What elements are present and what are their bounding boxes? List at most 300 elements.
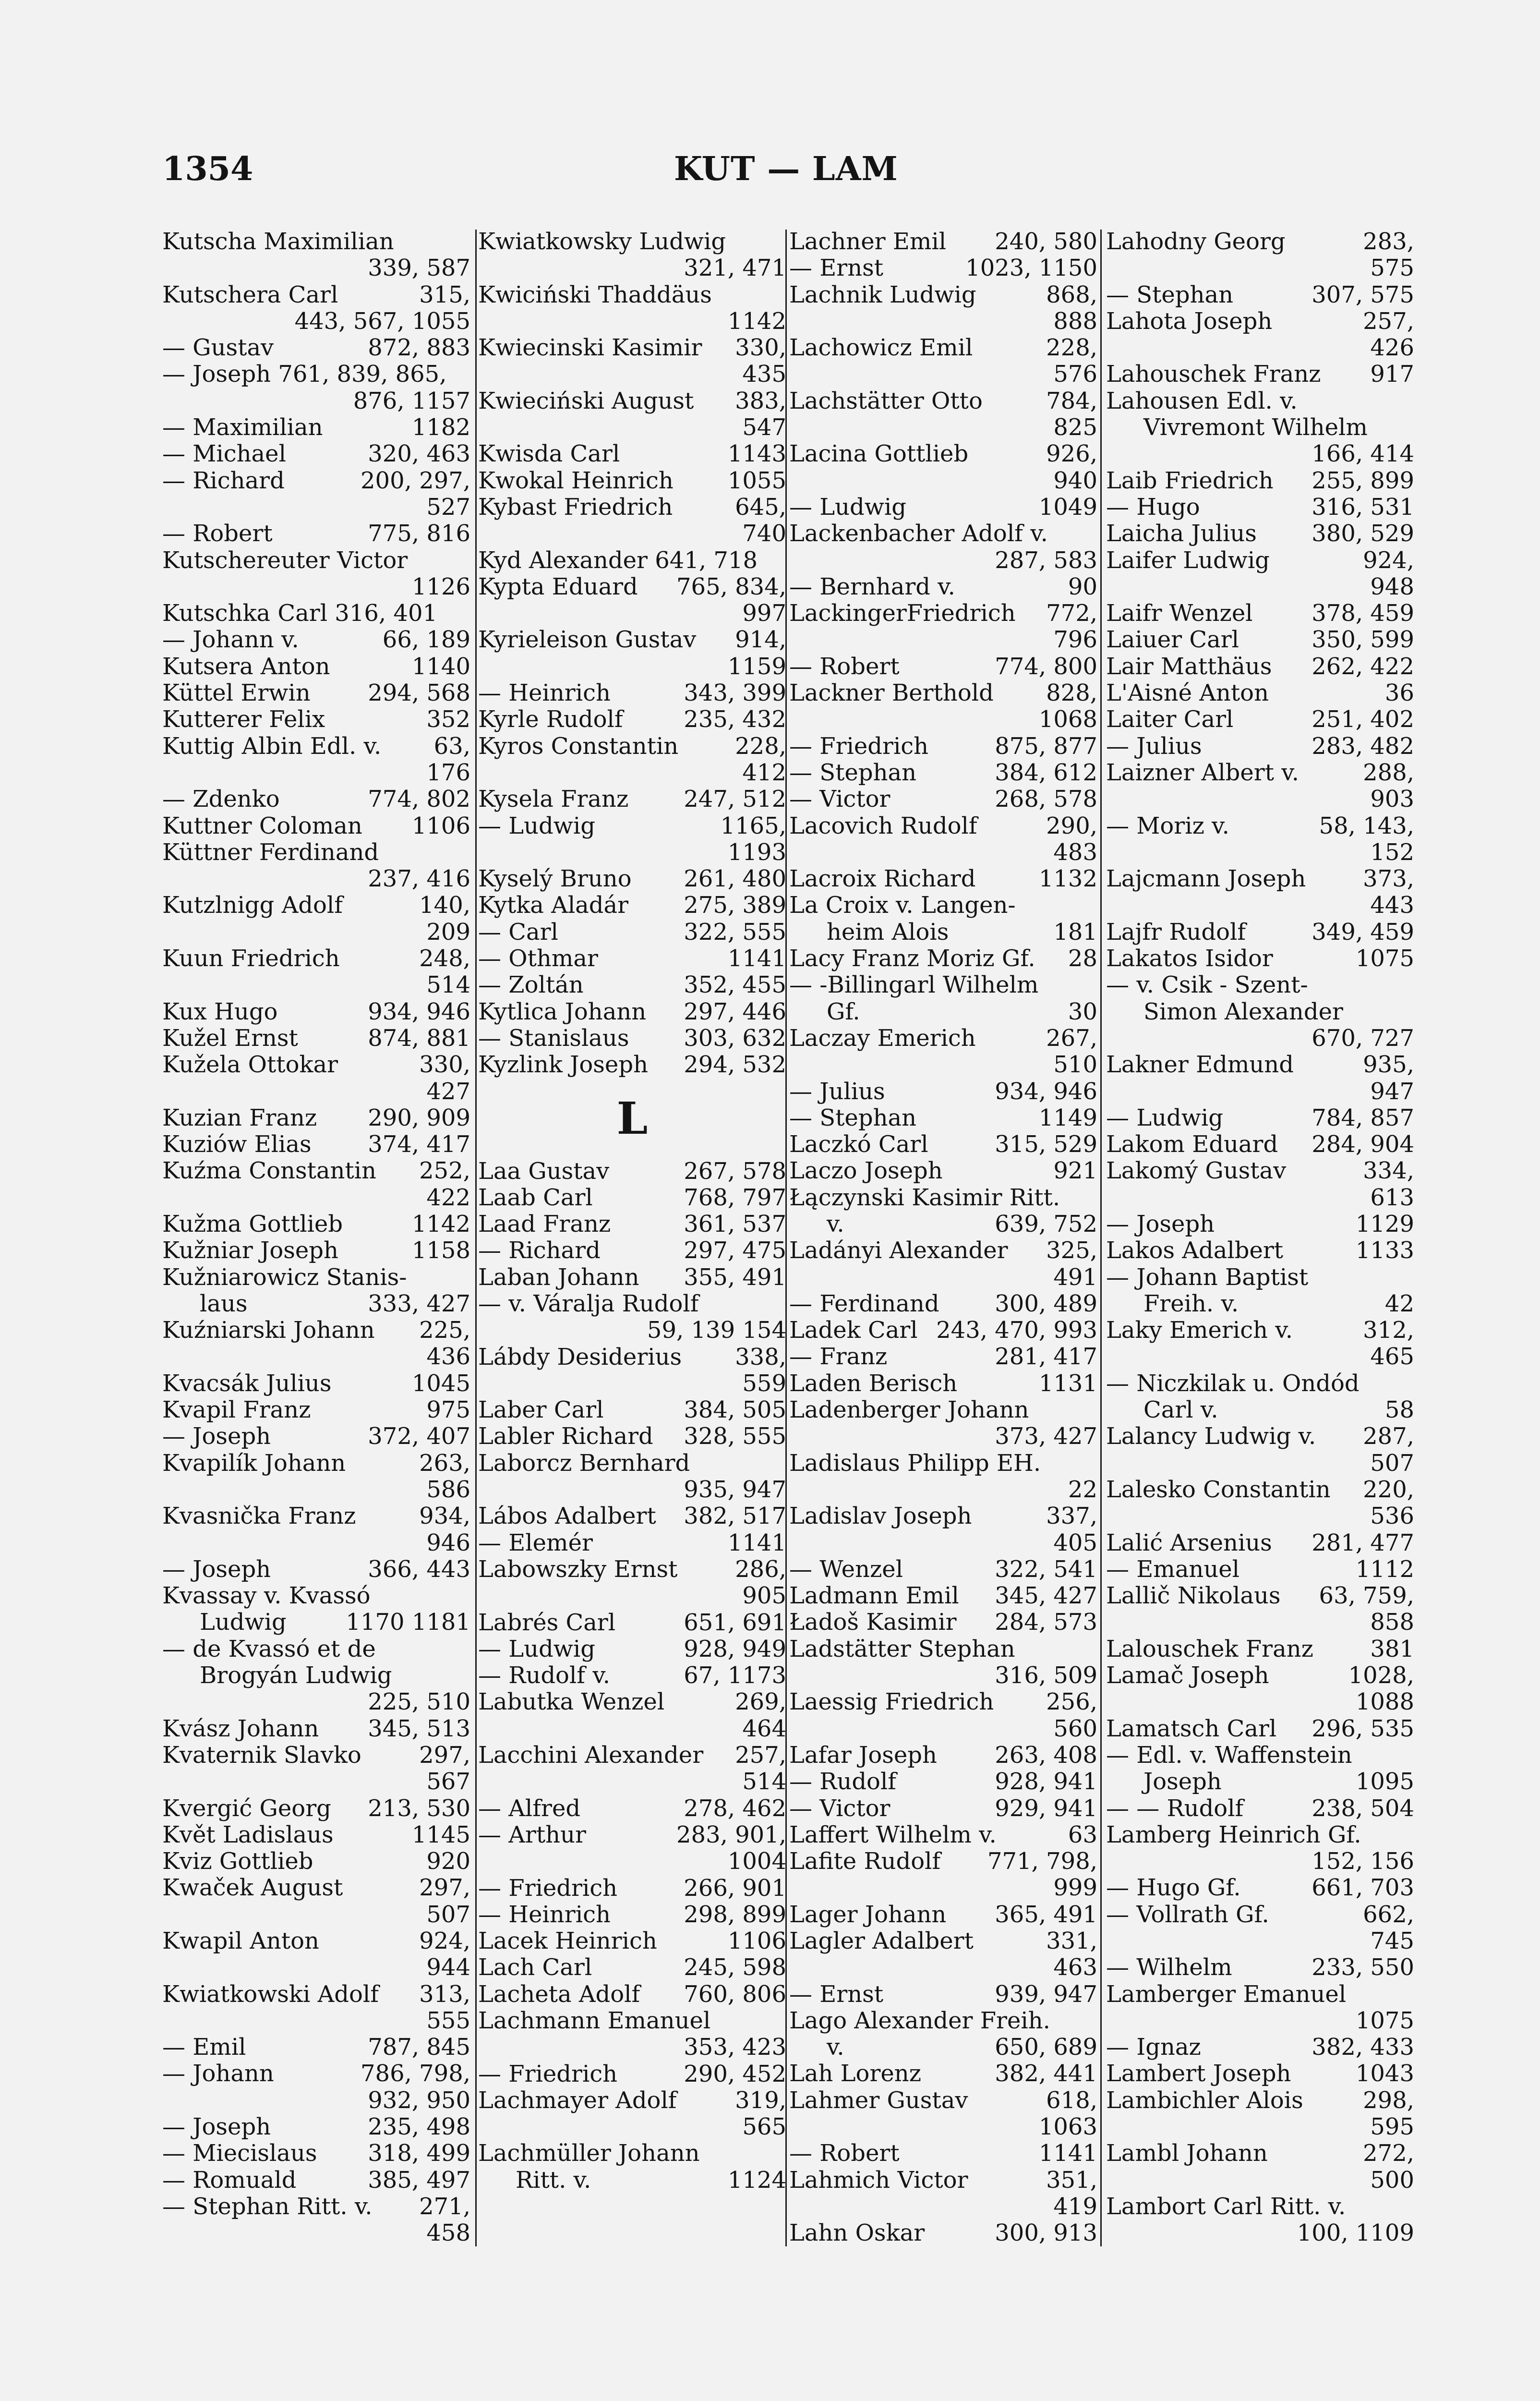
entry-page-refs: 944 [426, 1954, 470, 1981]
entry-page-refs: 412 [742, 759, 786, 786]
entry-page-refs: 772, [1046, 600, 1097, 627]
entry-page-refs: 248, [419, 945, 470, 972]
index-entry [162, 839, 470, 866]
index-entry [789, 2061, 1097, 2087]
index-entry [789, 813, 1097, 839]
index-entry [1106, 2140, 1414, 2167]
entry-page-refs: 464 [742, 1715, 786, 1742]
index-entry [162, 1105, 470, 1131]
index-entry [1106, 1211, 1414, 1237]
index-entry [1106, 1795, 1414, 1822]
entry-name: Lahodny Georg [1106, 228, 1286, 255]
entry-page-refs: 787, 845 [368, 2034, 470, 2061]
entry-name: — Romuald [162, 2166, 297, 2194]
entry-page-refs: 1193 [727, 838, 786, 866]
index-entry-continuation [1106, 1928, 1414, 1954]
index-entry [789, 255, 1097, 281]
entry-name: — Gustav [162, 334, 274, 362]
index-entry [1106, 706, 1414, 733]
index-entry-continuation [162, 1079, 470, 1105]
index-entry [789, 999, 1097, 1025]
entry-name: Lajfr Rudolf [1106, 918, 1246, 946]
index-entry-continuation [478, 255, 786, 281]
entry-name: Lachner Emil [789, 228, 947, 255]
entry-name: Kyd Alexander 641, 718 [478, 546, 758, 574]
entry-page-refs: 774, 802 [368, 786, 470, 813]
page-number: 1354 [162, 150, 253, 188]
index-entry [1106, 2194, 1414, 2220]
index-entry [162, 1503, 470, 1529]
index-entry [789, 1636, 1097, 1662]
entry-page-refs: 321, 471 [684, 255, 786, 282]
entry-page-refs: 257, [1363, 307, 1414, 335]
index-entry [162, 521, 470, 547]
entry-page-refs: 1063 [1038, 2113, 1097, 2141]
index-entry-continuation [789, 2194, 1097, 2220]
index-entry [162, 547, 470, 574]
entry-page-refs: 436 [426, 1343, 470, 1370]
entry-page-refs: 1075 [1355, 945, 1414, 972]
index-entry [162, 1822, 470, 1848]
entry-page-refs: 330, [735, 334, 786, 362]
entry-name: Lagler Adalbert [789, 1928, 974, 1954]
entry-page-refs: 1142 [411, 1210, 470, 1237]
entry-name: — Moriz v. [1106, 812, 1229, 839]
entry-page-refs: 1170 1181 [346, 1609, 470, 1636]
entry-page-refs: 567 [426, 1768, 470, 1795]
entry-page-refs: 514 [742, 1768, 786, 1795]
index-entry [1106, 1662, 1414, 1689]
index-entry [162, 1317, 470, 1344]
index-entry [162, 1291, 470, 1317]
entry-page-refs: 176 [426, 759, 470, 786]
entry-page-refs: 100, 1109 [1297, 2219, 1414, 2247]
entry-page-refs: 555 [426, 2007, 470, 2034]
index-entry [162, 1237, 470, 1264]
entry-page-refs: 352 [426, 706, 470, 733]
entry-page-refs: 924, [419, 1928, 470, 1954]
index-entry [1106, 1477, 1414, 1503]
entry-name: Laad Franz [478, 1211, 611, 1238]
index-entry [478, 1052, 786, 1078]
entry-page-refs: 297, 475 [684, 1237, 786, 1264]
index-entry [478, 866, 786, 892]
entry-name: Lalouschek Franz [1106, 1635, 1313, 1662]
index-entry [1106, 388, 1414, 414]
entry-name: Květ Ladislaus [162, 1821, 334, 1848]
entry-page-refs: 383, [735, 387, 786, 414]
index-entry-continuation [162, 1689, 470, 1715]
entry-name: — Niczkilak u. Ondód [1106, 1370, 1360, 1397]
index-entry-continuation [162, 1344, 470, 1370]
entry-page-refs: 1045 [411, 1370, 470, 1397]
entry-name: Laab Carl [478, 1184, 593, 1211]
entry-page-refs: 290, 909 [368, 1104, 470, 1131]
entry-page-refs: 1023, 1150 [965, 255, 1097, 282]
index-entry-continuation [478, 1370, 786, 1397]
entry-page-refs: 312, [1363, 1317, 1414, 1344]
entry-page-refs: 924, [1363, 546, 1414, 574]
index-entry-continuation [1106, 1185, 1414, 1211]
index-entry-continuation [789, 1530, 1097, 1556]
index-entry-continuation [478, 2034, 786, 2061]
index-entry [478, 547, 786, 574]
entry-page-refs: 1106 [727, 1928, 786, 1955]
entry-name: — Vollrath Gf. [1106, 1901, 1269, 1928]
index-entry [478, 1795, 786, 1822]
entry-name: Kužma Gottlieb [162, 1210, 343, 1237]
entry-name: — Ignaz [1106, 2034, 1201, 2061]
entry-page-refs: 1142 [727, 307, 786, 335]
entry-name: Kuttig Albin Edl. v. [162, 732, 382, 760]
entry-name: — Ludwig [478, 1635, 595, 1662]
entry-name: Ladek Carl [789, 1317, 918, 1344]
index-entry [789, 1397, 1097, 1423]
entry-page-refs: 59, 139 154 [647, 1317, 786, 1344]
entry-name: Laczkó Carl [789, 1131, 928, 1158]
entry-page-refs: 935, [1363, 1051, 1414, 1079]
index-entry-continuation [789, 414, 1097, 441]
entry-page-refs: 381 [1370, 1635, 1414, 1662]
entry-name: Kutterer Felix [162, 706, 325, 733]
entry-page-refs: 316, 509 [995, 1662, 1097, 1689]
entry-name: Kuziów Elias [162, 1131, 312, 1158]
index-entry [162, 600, 470, 627]
entry-name: Kwiciński Thaddäus [478, 281, 712, 308]
entry-name: — Robert [789, 653, 900, 680]
index-entry [478, 335, 786, 361]
entry-page-refs: 283, 901, [676, 1821, 786, 1848]
index-entry-continuation [1106, 1025, 1414, 1052]
index-entry [478, 1610, 786, 1636]
entry-name: — Stephan Ritt. v. [162, 2193, 373, 2220]
index-entry [1106, 1716, 1414, 1742]
entry-page-refs: 320, 463 [368, 440, 470, 468]
entry-name: Laizner Albert v. [1106, 759, 1299, 786]
index-column-4 [1106, 229, 1414, 2247]
entry-page-refs: 240, 580 [995, 228, 1097, 255]
entry-name: Kvapilík Johann [162, 1449, 346, 1477]
entry-page-refs: 463 [1053, 1954, 1097, 1981]
entry-page-refs: 337, [1046, 1503, 1097, 1530]
entry-name: Lambert Joseph [1106, 2060, 1291, 2087]
index-entry [478, 229, 786, 255]
index-entry [789, 282, 1097, 308]
entry-page-refs: 422 [426, 1184, 470, 1211]
index-entry-continuation [789, 361, 1097, 388]
index-entry [1106, 1954, 1414, 1981]
entry-name: Lahouschek Franz [1106, 361, 1321, 388]
entry-page-refs: 63 [1068, 1821, 1097, 1848]
entry-name: — Ludwig [1106, 1104, 1223, 1131]
index-entry-continuation [162, 2008, 470, 2034]
index-entry-continuation [1106, 255, 1414, 281]
entry-name: Kutzlnigg Adolf [162, 892, 343, 919]
entry-page-refs: 768, 797 [684, 1184, 786, 1211]
index-entry-continuation [1106, 786, 1414, 812]
index-entry [1106, 999, 1414, 1025]
entry-page-refs: 426 [1370, 334, 1414, 362]
index-entry [478, 1291, 786, 1317]
index-entry [1106, 1556, 1414, 1583]
index-entry-continuation [789, 468, 1097, 494]
entry-page-refs: 662, [1363, 1901, 1414, 1928]
entry-name: Gf. [827, 998, 860, 1025]
entry-page-refs: 1088 [1355, 1688, 1414, 1716]
entry-name: Ludwig [200, 1609, 287, 1636]
entry-name: Lahmich Victor [789, 2166, 968, 2194]
index-entry [1106, 866, 1414, 892]
entry-page-refs: 771, 798, [987, 1848, 1097, 1875]
index-entry [162, 1636, 470, 1662]
entry-page-refs: 465 [1370, 1343, 1414, 1370]
entry-name: Lacy Franz Moriz Gf. [789, 945, 1035, 972]
entry-page-refs: 331, [1046, 1928, 1097, 1954]
entry-page-refs: 373, [1363, 865, 1414, 893]
entry-page-refs: 339, 587 [368, 255, 470, 282]
entry-page-refs: 315, 529 [995, 1131, 1097, 1158]
index-entry [1106, 627, 1414, 653]
entry-page-refs: 536 [1370, 1503, 1414, 1530]
entry-page-refs: 1133 [1355, 1237, 1414, 1264]
index-entry [789, 654, 1097, 680]
index-entry [478, 1397, 786, 1423]
index-entry [789, 1450, 1097, 1477]
index-entry [162, 1052, 470, 1078]
entry-page-refs: 670, 727 [1311, 1024, 1414, 1052]
index-entry [789, 1211, 1097, 1237]
entry-page-refs: 1043 [1355, 2060, 1414, 2087]
index-entry-continuation [162, 1185, 470, 1211]
index-entry [1106, 468, 1414, 494]
index-entry-continuation [162, 1902, 470, 1928]
entry-page-refs: 872, 883 [368, 334, 470, 362]
index-entry [478, 574, 786, 600]
index-entry-continuation [162, 1530, 470, 1556]
index-entry [162, 946, 470, 972]
entry-name: — Elemér [478, 1529, 593, 1556]
index-entry [789, 1317, 1097, 1344]
entry-page-refs: 1182 [411, 414, 470, 441]
entry-page-refs: 1149 [1038, 1104, 1097, 1131]
index-entry [789, 1503, 1097, 1529]
entry-name: Lamberg Heinrich Gf. [1106, 1821, 1361, 1848]
entry-page-refs: 225, 510 [368, 1688, 470, 1716]
entry-page-refs: 745 [1370, 1928, 1414, 1954]
entry-page-refs: 351, [1046, 2166, 1097, 2194]
entry-page-refs: 1141 [727, 1529, 786, 1556]
entry-page-refs: 1095 [1355, 1768, 1414, 1795]
entry-page-refs: 947 [1370, 1078, 1414, 1105]
index-entry-continuation [789, 1052, 1097, 1078]
entry-page-refs: 1131 [1038, 1370, 1097, 1397]
index-entry [789, 760, 1097, 786]
index-entry [789, 2220, 1097, 2246]
index-entry [478, 999, 786, 1025]
entry-page-refs: 380, 529 [1311, 520, 1414, 547]
entry-name: Lahmer Gustav [789, 2086, 968, 2114]
index-entry [478, 1025, 786, 1052]
entry-page-refs: 290, 452 [684, 2060, 786, 2087]
entry-name: Kvacsák Julius [162, 1370, 332, 1397]
entry-name: — Carl [478, 918, 558, 946]
index-entry [789, 892, 1097, 919]
entry-name: Lallič Nikolaus [1106, 1582, 1281, 1610]
entry-name: Laborcz Bernhard [478, 1449, 690, 1477]
entry-name: Kwieciński August [478, 387, 694, 414]
entry-page-refs: 796 [1053, 626, 1097, 654]
entry-page-refs: 940 [1053, 467, 1097, 494]
index-entry [162, 706, 470, 733]
index-entry [478, 1450, 786, 1477]
entry-page-refs: 586 [426, 1476, 470, 1503]
entry-page-refs: 920 [426, 1848, 470, 1875]
entry-name: Laffert Wilhelm v. [789, 1821, 997, 1848]
index-entry [789, 229, 1097, 255]
index-entry-continuation [789, 308, 1097, 335]
entry-page-refs: 1141 [727, 945, 786, 972]
index-entry [789, 866, 1097, 892]
index-entry-continuation [162, 308, 470, 335]
entry-name: — Stanislaus [478, 1024, 629, 1052]
index-entry [162, 1211, 470, 1237]
entry-name: Kvapil Franz [162, 1396, 311, 1424]
column-rule [475, 230, 477, 2246]
entry-page-refs: 921 [1053, 1157, 1097, 1185]
index-entry [1106, 547, 1414, 574]
entry-page-refs: 365, 491 [995, 1901, 1097, 1928]
entry-name: Lacroix Richard [789, 865, 976, 893]
index-entry [478, 680, 786, 706]
index-entry [478, 441, 786, 467]
index-entry [478, 1875, 786, 1902]
index-entry [789, 1158, 1097, 1184]
entry-page-refs: 384, 505 [684, 1396, 786, 1424]
entry-page-refs: 67, 1173 [684, 1662, 786, 1689]
index-entry [478, 1981, 786, 2008]
index-entry [789, 786, 1097, 812]
entry-page-refs: 740 [742, 520, 786, 547]
entry-page-refs: 243, 470, 993 [936, 1317, 1097, 1344]
entry-name: Kvassay v. Kvassó [162, 1582, 371, 1610]
index-entry [789, 441, 1097, 467]
entry-name: Lambichler Alois [1106, 2086, 1303, 2114]
index-entry [1106, 1822, 1414, 1848]
entry-name: Lacina Gottlieb [789, 440, 969, 468]
index-entry-continuation [1106, 1609, 1414, 1636]
entry-page-refs: 200, 297, [360, 467, 470, 494]
index-entry-continuation [789, 1477, 1097, 1503]
index-entry [162, 733, 470, 760]
entry-name: — Ernst [789, 1980, 884, 2008]
entry-page-refs: 262, 422 [1311, 653, 1414, 680]
entry-page-refs: 1068 [1038, 706, 1097, 733]
index-column-2 [478, 229, 786, 2194]
entry-page-refs: 917 [1370, 361, 1414, 388]
entry-page-refs: 1049 [1038, 493, 1097, 521]
index-entry-continuation [789, 627, 1097, 653]
index-entry [478, 1185, 786, 1211]
index-entry-continuation [1106, 892, 1414, 919]
entry-name: Labowszky Ernst [478, 1555, 678, 1583]
entry-page-refs: 999 [1053, 1874, 1097, 1902]
entry-name: LackingerFriedrich [789, 600, 1016, 627]
entry-name: — Wilhelm [1106, 1954, 1232, 1981]
index-entry [1106, 1423, 1414, 1450]
index-entry-continuation [162, 494, 470, 521]
entry-name: — Joseph [1106, 1210, 1215, 1237]
entry-name: Brogyán Ludwig [200, 1662, 392, 1689]
entry-name: — Heinrich [478, 1901, 611, 1928]
entry-page-refs: 928, 941 [995, 1768, 1097, 1795]
index-entry-continuation [1106, 1503, 1414, 1529]
entry-name: — Maximilian [162, 414, 323, 441]
entry-page-refs: 66, 189 [382, 626, 470, 654]
entry-page-refs: 784, 857 [1311, 1104, 1414, 1131]
entry-page-refs: 1140 [411, 653, 470, 680]
index-entry [789, 1025, 1097, 1052]
index-entry [789, 2167, 1097, 2194]
index-entry [1106, 1530, 1414, 1556]
entry-name: Lackenbacher Adolf v. [789, 520, 1048, 547]
entry-name: Lábos Adalbert [478, 1503, 656, 1530]
entry-page-refs: 255, 899 [1311, 467, 1414, 494]
entry-name: — Emil [162, 2034, 246, 2061]
entry-page-refs: 267, 578 [684, 1157, 786, 1185]
index-entry-continuation [478, 839, 786, 866]
index-entry [789, 1609, 1097, 1636]
entry-page-refs: 1143 [727, 440, 786, 468]
index-entry [1106, 760, 1414, 786]
index-entry [162, 229, 470, 255]
index-entry [1106, 813, 1414, 839]
index-entry [789, 1583, 1097, 1609]
entry-page-refs: 939, 947 [995, 1980, 1097, 2008]
index-entry [789, 521, 1097, 547]
index-entry-continuation [789, 1716, 1097, 1742]
index-entry [1106, 600, 1414, 627]
index-entry [478, 1928, 786, 1954]
index-entry [162, 2194, 470, 2220]
index-entry [478, 1689, 786, 1715]
entry-name: Lair Matthäus [1106, 653, 1272, 680]
entry-name: — v. Csik - Szent- [1106, 971, 1308, 999]
index-entry [789, 1079, 1097, 1105]
index-entry-continuation [1106, 2008, 1414, 2034]
entry-page-refs: 58, 143, [1319, 812, 1414, 839]
entry-name: Kytlica Johann [478, 998, 647, 1025]
index-entry [789, 1769, 1097, 1795]
index-entry-continuation [162, 1769, 470, 1795]
entry-page-refs: 559 [742, 1370, 786, 1397]
entry-name: Kviz Gottlieb [162, 1848, 313, 1875]
entry-page-refs: 928, 949 [684, 1635, 786, 1662]
index-entry [1106, 1583, 1414, 1609]
entry-name: Laifer Ludwig [1106, 546, 1270, 574]
entry-name: — Victor [789, 1795, 890, 1822]
index-entry [1106, 1158, 1414, 1184]
entry-page-refs: 294, 532 [684, 1051, 786, 1079]
entry-name: v. [827, 2034, 844, 2061]
entry-name: Laczo Joseph [789, 1157, 943, 1185]
index-entry [162, 2167, 470, 2194]
index-entry [478, 1237, 786, 1264]
index-entry [478, 706, 786, 733]
entry-name: Lambl Johann [1106, 2140, 1268, 2167]
index-entry [478, 1902, 786, 1928]
index-entry [1106, 308, 1414, 335]
index-entry [162, 1742, 470, 1769]
